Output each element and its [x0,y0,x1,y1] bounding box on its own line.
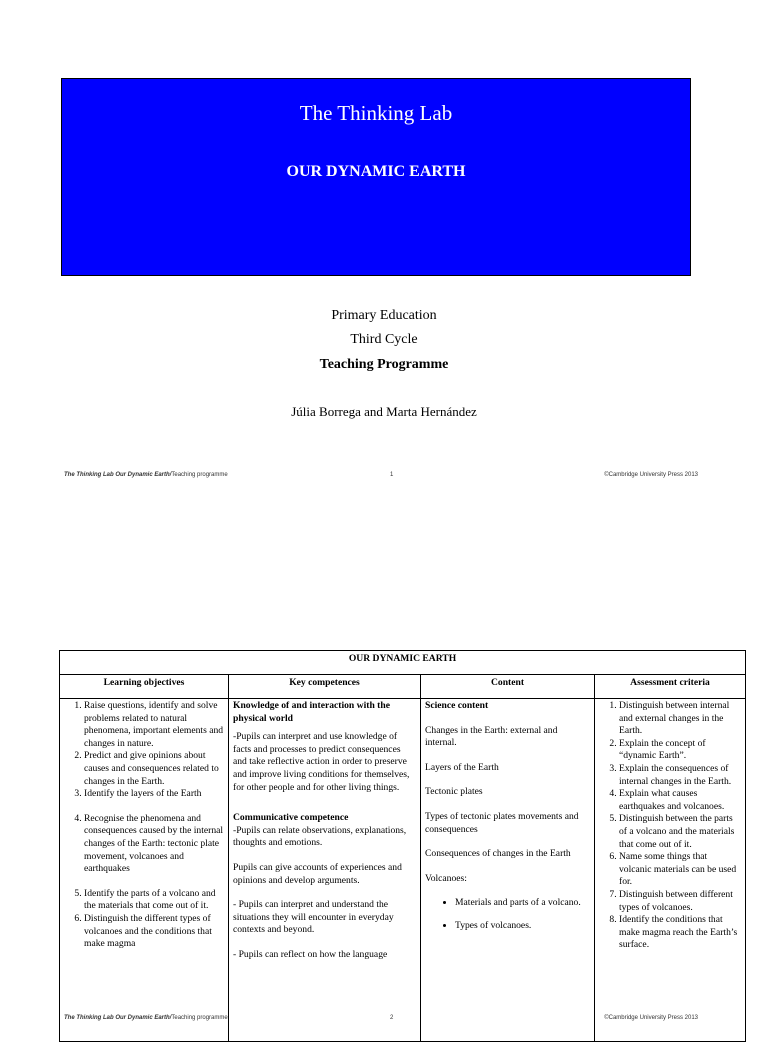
competence-text: -Pupils can relate observations, explanations, thoughts and emotions. [233,824,407,849]
list-item: 4. Recognise the phenomena and consequences caused by the internal changes of the Earth: tectonic plate movement, volcanoes and earthquakes [84,813,224,876]
objectives-table [59,650,746,1042]
competence-heading: Communicative competence [233,812,349,824]
list-item: • Types of volcanoes. [455,920,590,933]
list-item: 5. Identify the parts of a volcano and the materials that come out of it. [84,888,224,913]
competence-text: -Pupils can interpret and use knowledge of facts and processes to predict consequences and take reflective action in order to preserve and improve living conditions for themselves, for other people and for other living things. [233,731,410,793]
list-item: 6. Name some things that volcanic materials can be used for. [619,851,741,889]
content-item: Tectonic plates [425,786,483,798]
footer-copyright: ©Cambridge University Press 2013 [604,472,698,478]
education-cycle: Third Cycle [350,332,418,347]
content-item: Consequences of changes in the Earth [425,848,571,860]
competence-text: - Pupils can reflect on how the language [233,948,388,960]
content-heading: Science content [425,700,489,711]
objectives-cell [60,699,229,1042]
list-item: 6. Distinguish the different types of volcanoes and the conditions that make magma [84,913,224,951]
content-item: Layers of the Earth [425,761,499,773]
header-assessment-criteria: Assessment criteria [595,675,746,699]
document-type: Teaching Programme [319,357,449,372]
list-item: • Materials and parts of a volcano. [455,897,590,910]
doc-subtitle: OUR DYNAMIC EARTH [286,163,466,180]
list-item: 2. Explain the concept of “dynamic Earth”. [619,738,741,763]
list-item: 2. Predict and give opinions about causes and consequences related to changes in the Earth. [84,750,224,788]
footer-source [64,472,228,478]
list-item: 4. Explain what causes earthquakes and volcanoes. [619,788,741,813]
list-item: 8. Identify the conditions that make magma reach the Earth’s surface. [619,914,741,952]
competence-heading: Knowledge of and interaction with the physical world [233,700,390,724]
content-item: Changes in the Earth: external and internal. [425,724,558,749]
doc-title: The Thinking Lab [299,101,453,125]
header-learning-objectives: Learning objectives [60,675,229,699]
content-item: Types of tectonic plates movements and consequences [425,810,579,835]
footer-copyright: ©Cambridge University Press 2013 [604,1015,698,1021]
list-item: 3. Explain the consequences of internal changes in the Earth. [619,763,741,788]
footer-book-title: The Thinking Lab Our Dynamic Earth/ [64,1015,172,1021]
competence-text: Pupils can give accounts of experiences and opinions and develop arguments. [233,861,402,886]
competence-text: - Pupils can interpret and understand the situations they will encounter in everyday contexts and beyond. [233,899,394,936]
authors: Júlia Borrega and Marta Hernández [291,404,477,419]
footer-doc-name: Teaching programme [171,1015,228,1021]
education-level: Primary Education [331,308,437,323]
header-content: Content [421,675,595,699]
title-banner [61,78,691,276]
table-title: OUR DYNAMIC EARTH [60,651,746,675]
content-cell [421,699,595,1042]
header-key-competences: Key competences [229,675,421,699]
footer-source [64,1015,228,1021]
criteria-cell [595,699,746,1042]
footer-book-title: The Thinking Lab Our Dynamic Earth/ [64,472,172,478]
footer-page-number: 2 [390,1015,394,1021]
content-item: Volcanoes: [425,872,467,884]
list-item: 1. Distinguish between internal and external changes in the Earth. [619,700,741,738]
list-item: 7. Distinguish between different types of volcanoes. [619,889,741,914]
list-item: 3. Identify the layers of the Earth [84,788,224,801]
competences-cell [229,699,421,1042]
footer-page-number: 1 [390,472,394,478]
list-item: 1. Raise questions, identify and solve problems related to natural phenomena, important elements and changes in nature. [84,700,224,750]
list-item: 5. Distinguish between the parts of a volcano and the materials that come out of it. [619,813,741,851]
footer-doc-name: Teaching programme [171,472,228,478]
